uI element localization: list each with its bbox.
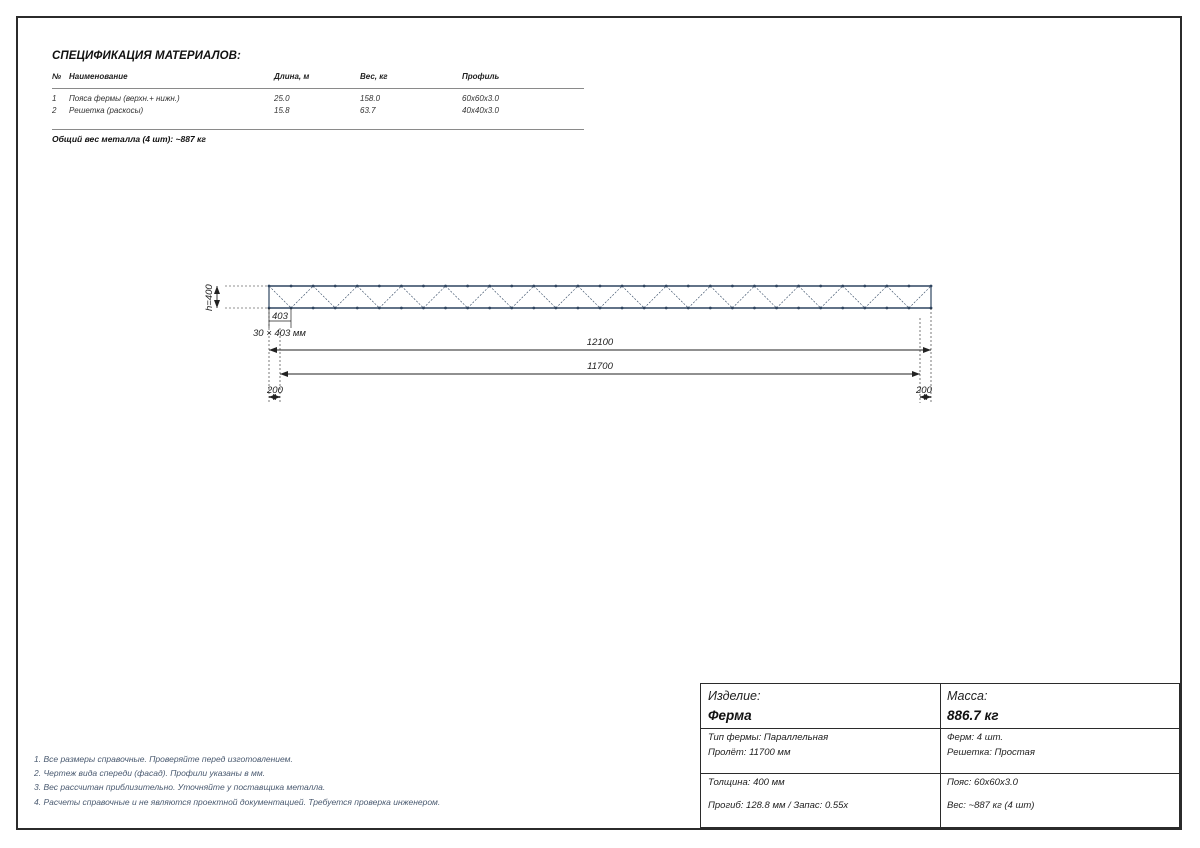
spec-cell-length: 15.8 [274,104,360,130]
mass-label: Масса: [947,689,988,703]
lattice-diagonal [556,286,578,308]
truss-node [885,285,888,288]
truss-node [665,285,668,288]
panels-count-label: 30 × 403 мм [253,328,306,339]
truss-node [400,307,403,310]
lattice-diagonal [666,286,688,308]
spec-col-length: Длина, м [274,72,360,89]
truss-node [510,307,513,310]
spec-col-weight: Вес, кг [360,72,462,89]
lattice-diagonal [578,286,600,308]
truss-node [775,307,778,310]
truss-node [422,285,425,288]
spec-cell-number: 1 [52,94,57,103]
lattice-diagonal [777,286,799,308]
truss-node [510,285,513,288]
truss-node [356,307,359,310]
mass-value: 886.7 кг [947,708,999,723]
truss-node [532,307,535,310]
truss-node [775,285,778,288]
truss-node [709,285,712,288]
truss-node [841,307,844,310]
lattice-diagonal [269,286,291,308]
lattice-diagonal [799,286,821,308]
truss-node [488,307,491,310]
lattice-diagonal [865,286,887,308]
product-label: Изделие: [708,689,761,703]
support-dimension-left [266,385,284,400]
truss-node [643,285,646,288]
spec-cell-weight: 158.0 [360,94,381,103]
truss-node [797,307,800,310]
height-label: h=400 [204,284,215,311]
lattice-diagonal [821,286,843,308]
weight-value: Вес: ~887 кг (4 шт) [947,800,1035,811]
truss-node [863,307,866,310]
spec-title: СПЕЦИФИКАЦИЯ МАТЕРИАЛОВ: [52,50,241,62]
lattice-diagonal [754,286,776,308]
truss-node [731,307,734,310]
lattice-diagonal [335,286,357,308]
truss-node [753,307,756,310]
lattice-diagonal [357,286,379,308]
spec-cell-profile: 40x40x3.0 [462,104,584,130]
lattice-diagonal [600,286,622,308]
truss-node [444,285,447,288]
truss-nodes [268,285,933,310]
drawing-notes [34,752,440,809]
overall-dimension [269,308,931,403]
lattice-diagonal [379,286,401,308]
lattice-diagonal [512,286,534,308]
lattice-diagonal [843,286,865,308]
lattice-diagonal [710,286,732,308]
lattice-diagonal [313,286,335,308]
lattice-diagonal [644,286,666,308]
lattice-diagonal [909,286,931,308]
spec-cell-name: Решетка (раскосы) [69,104,274,130]
note-line: 4. Расчеты справочные и не являются проектной документацией. Требуется проверка инженером. [34,796,441,807]
truss-node [863,285,866,288]
span-dimension [280,318,920,403]
truss-node [885,307,888,310]
truss-node [532,285,535,288]
lattice-diagonal [732,286,754,308]
truss-node [687,307,690,310]
truss-node [709,307,712,310]
truss-node [841,285,844,288]
truss-node [554,307,557,310]
lattice-diagonal [401,286,423,308]
truss-node [819,285,822,288]
product-value: Ферма [708,708,752,723]
truss-node [312,285,315,288]
truss-node [753,285,756,288]
truss-node [334,285,337,288]
lattice-diagonal [291,286,313,308]
span-length-label: 11700 [587,361,613,372]
title-block [700,683,1180,828]
truss-type: Тип фермы: Параллельная [708,732,829,743]
truss-count: Ферм: 4 шт. [947,732,1004,743]
truss-node [554,285,557,288]
truss-node [290,285,293,288]
lattice-type: Решетка: Простая [947,747,1035,758]
truss-node [731,285,734,288]
truss-node [908,285,911,288]
lattice-diagonal [688,286,710,308]
spec-col-name: Наименование [69,72,274,89]
truss-node [577,285,580,288]
panel-dimension [253,308,306,339]
deflection-value: Прогиб: 128.8 мм / Запас: 0.55x [708,800,849,811]
spec-cell-weight: 63.7 [360,104,462,130]
truss-lattice [269,286,931,308]
truss-node [466,307,469,310]
truss-node [819,307,822,310]
truss-node [643,307,646,310]
truss-node [334,307,337,310]
height-dimension [204,284,269,311]
thickness-value: Толщина: 400 мм [708,777,785,788]
truss-node [908,307,911,310]
title-block-divider [940,684,941,827]
spec-col-profile: Профиль [462,72,584,89]
overall-length-label: 12100 [586,337,614,348]
truss-node [797,285,800,288]
truss-node [687,285,690,288]
spec-cell-length: 25.0 [274,94,290,103]
support-right-label: 200 [916,385,932,396]
spec-col-number: № [52,72,69,89]
truss-node [356,285,359,288]
truss-node [312,307,315,310]
support-dimension-right [915,385,933,400]
note-line: 3. Вес рассчитан приблизительно. Уточняйте у поставщика металла. [34,782,326,793]
span-value: Пролёт: 11700 мм [708,747,791,758]
spec-cell-profile: 60x60x3.0 [462,94,499,103]
chord-profile: Пояс: 60x60x3.0 [947,777,1018,788]
truss-node [378,285,381,288]
truss-node [577,307,580,310]
title-block-divider [701,728,1179,729]
truss-node [930,285,933,288]
truss-node [599,285,602,288]
lattice-diagonal [446,286,468,308]
truss-node [378,307,381,310]
truss-node [422,307,425,310]
lattice-diagonal [423,286,445,308]
truss-node [400,285,403,288]
truss-node [599,307,602,310]
lattice-diagonal [622,286,644,308]
truss-node [621,307,624,310]
lattice-diagonal [887,286,909,308]
note-line: 2. Чертеж вида спереди (фасад). Профили указаны в мм. [34,768,266,779]
lattice-diagonal [490,286,512,308]
spec-cell-number: 2 [52,104,69,130]
lattice-diagonal [468,286,490,308]
spec-cell-name: Пояса фермы (верхн.+ нижн.) [69,94,180,103]
spec-total-weight: Общий вес металла (4 шт): ~887 кг [52,134,206,144]
truss-node [665,307,668,310]
truss-node [621,285,624,288]
truss-node [466,285,469,288]
title-block-divider [701,773,1179,774]
support-left-label: 200 [267,385,283,396]
truss-node [488,285,491,288]
lattice-diagonal [534,286,556,308]
truss-node [444,307,447,310]
note-line: 1. Все размеры справочные. Проверяйте перед изготовлением. [34,754,293,764]
panel-label: 403 [272,311,288,322]
